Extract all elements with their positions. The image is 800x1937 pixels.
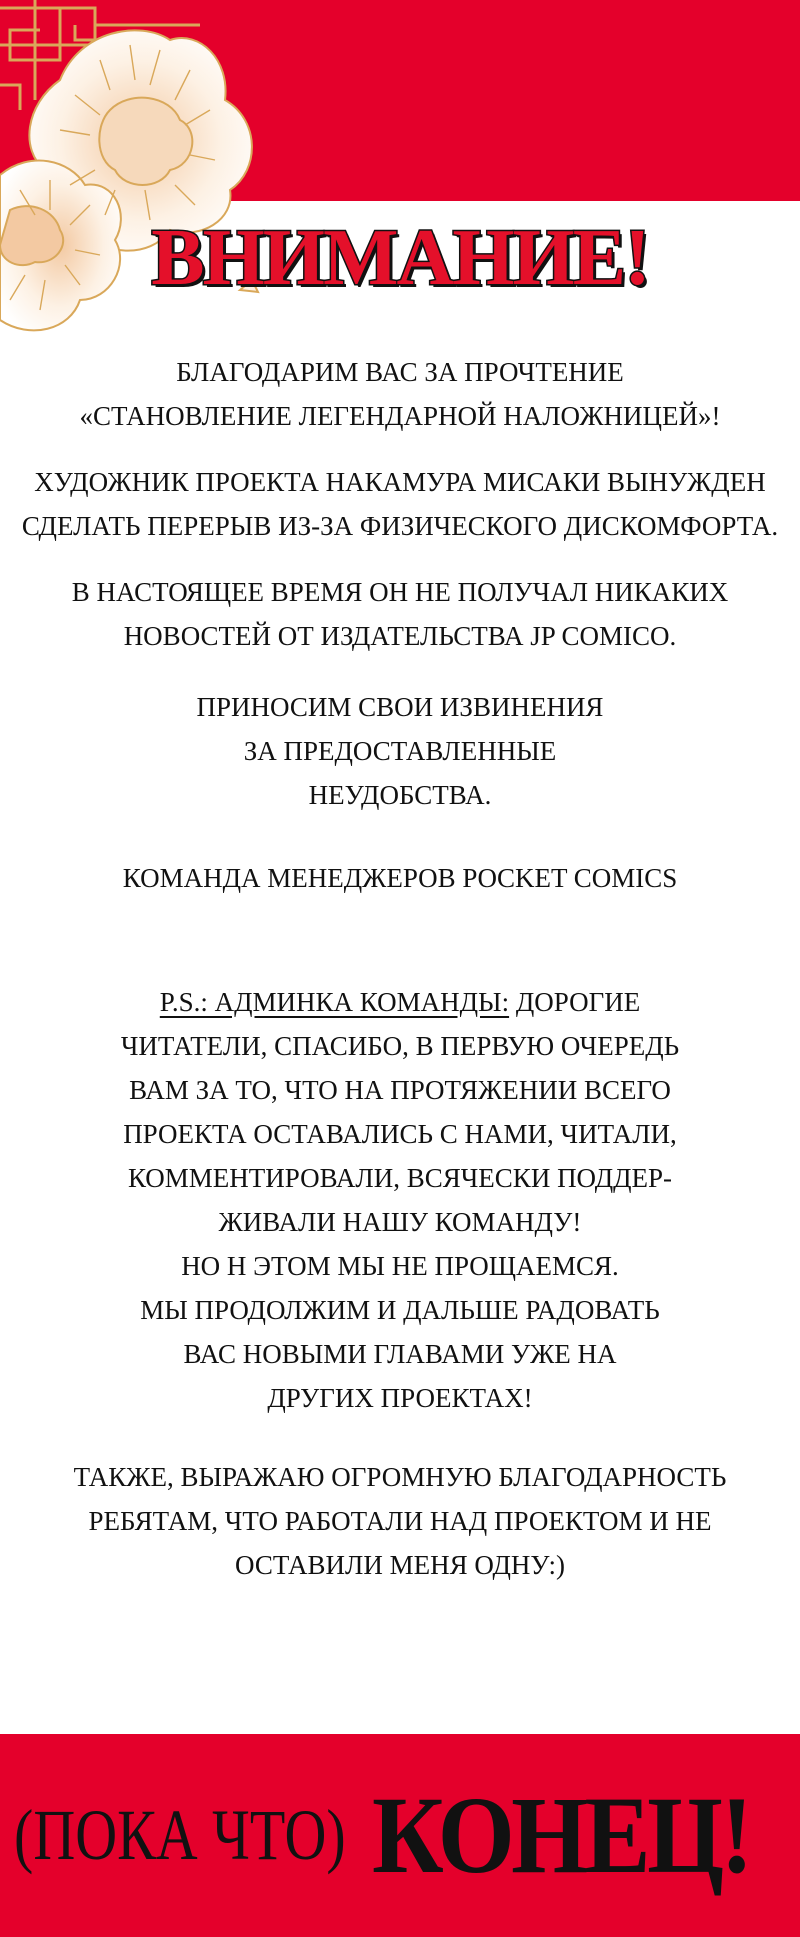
text-line: ВАМ ЗА ТО, ЧТО НА ПРОТЯЖЕНИИ ВСЕГО [129,1075,671,1105]
ps-message [0,980,800,1420]
team-thanks-message [0,1455,800,1587]
text-line: БЛАГОДАРИМ ВАС ЗА ПРОЧТЕНИЕ [176,357,624,387]
text-line: «СТАНОВЛЕНИЕ ЛЕГЕНДАРНОЙ НАЛОЖНИЦЕЙ»! [79,401,721,431]
text-line: НО Н ЭТОМ МЫ НЕ ПРОЩАЕМСЯ. [181,1251,619,1281]
apology-notice [0,685,800,817]
attention-title: ВНИМАНИЕ! [151,214,649,302]
text-line: МЫ ПРОДОЛЖИМ И ДАЛЬШЕ РАДОВАТЬ [140,1295,660,1325]
text-line: В НАСТОЯЩЕЕ ВРЕМЯ ОН НЕ ПОЛУЧАЛ НИКАКИХ [71,577,729,607]
text-line: КОММЕНТИРОВАЛИ, ВСЯЧЕСКИ ПОДДЕР- [127,1163,673,1193]
text-line: ПРОЕКТА ОСТАВАЛИСЬ С НАМИ, ЧИТАЛИ, [123,1119,677,1149]
publisher-news-notice [0,570,800,658]
text-line: НОВОСТЕЙ ОТ ИЗДАТЕЛЬСТВА JP COMICO. [123,621,677,651]
ps-first-line-rest: ДОРОГИЕ [509,987,641,1017]
ps-label: P.S.: АДМИНКА КОМАНДЫ: [159,987,510,1017]
thanks-for-reading [0,350,800,438]
text-line: ОСТАВИЛИ МЕНЯ ОДНУ:) [235,1550,565,1580]
text-line: ЗА ПРЕДОСТАВЛЕННЫЕ [243,736,557,766]
text-line: СДЕЛАТЬ ПЕРЕРЫВ ИЗ-ЗА ФИЗИЧЕСКОГО ДИСКОМФОРТА. [21,511,779,541]
ps-first-line [0,980,800,1024]
manager-team-signature [0,856,800,900]
text-line: НЕУДОБСТВА. [308,780,492,810]
text-line: ДРУГИХ ПРОЕКТАХ! [267,1383,533,1413]
text-line: РЕБЯТАМ, ЧТО РАБОТАЛИ НАД ПРОЕКТОМ И НЕ [88,1506,712,1536]
text-line: ЧИТАТЕЛИ, СПАСИБО, В ПЕРВУЮ ОЧЕРЕДЬ [120,1031,680,1061]
text-line: ВАС НОВЫМИ ГЛАВАМИ УЖЕ НА [183,1339,617,1369]
the-end-label: КОНЕЦ! [372,1774,750,1896]
text-line: ТАКЖЕ, ВЫРАЖАЮ ОГРОМНУЮ БЛАГОДАРНОСТЬ [73,1462,727,1492]
text-line: ЖИВАЛИ НАШУ КОМАНДУ! [218,1207,582,1237]
artist-break-notice [0,460,800,548]
text-line: ХУДОЖНИК ПРОЕКТА НАКАМУРА МИСАКИ ВЫНУЖДЕН [34,467,766,497]
text-line: ПРИНОСИМ СВОИ ИЗВИНЕНИЯ [196,692,604,722]
for-now-label: (ПОКА ЧТО) [14,1793,346,1875]
text-line: КОМАНДА МЕНЕДЖЕРОВ POCKET COMICS [122,863,678,893]
